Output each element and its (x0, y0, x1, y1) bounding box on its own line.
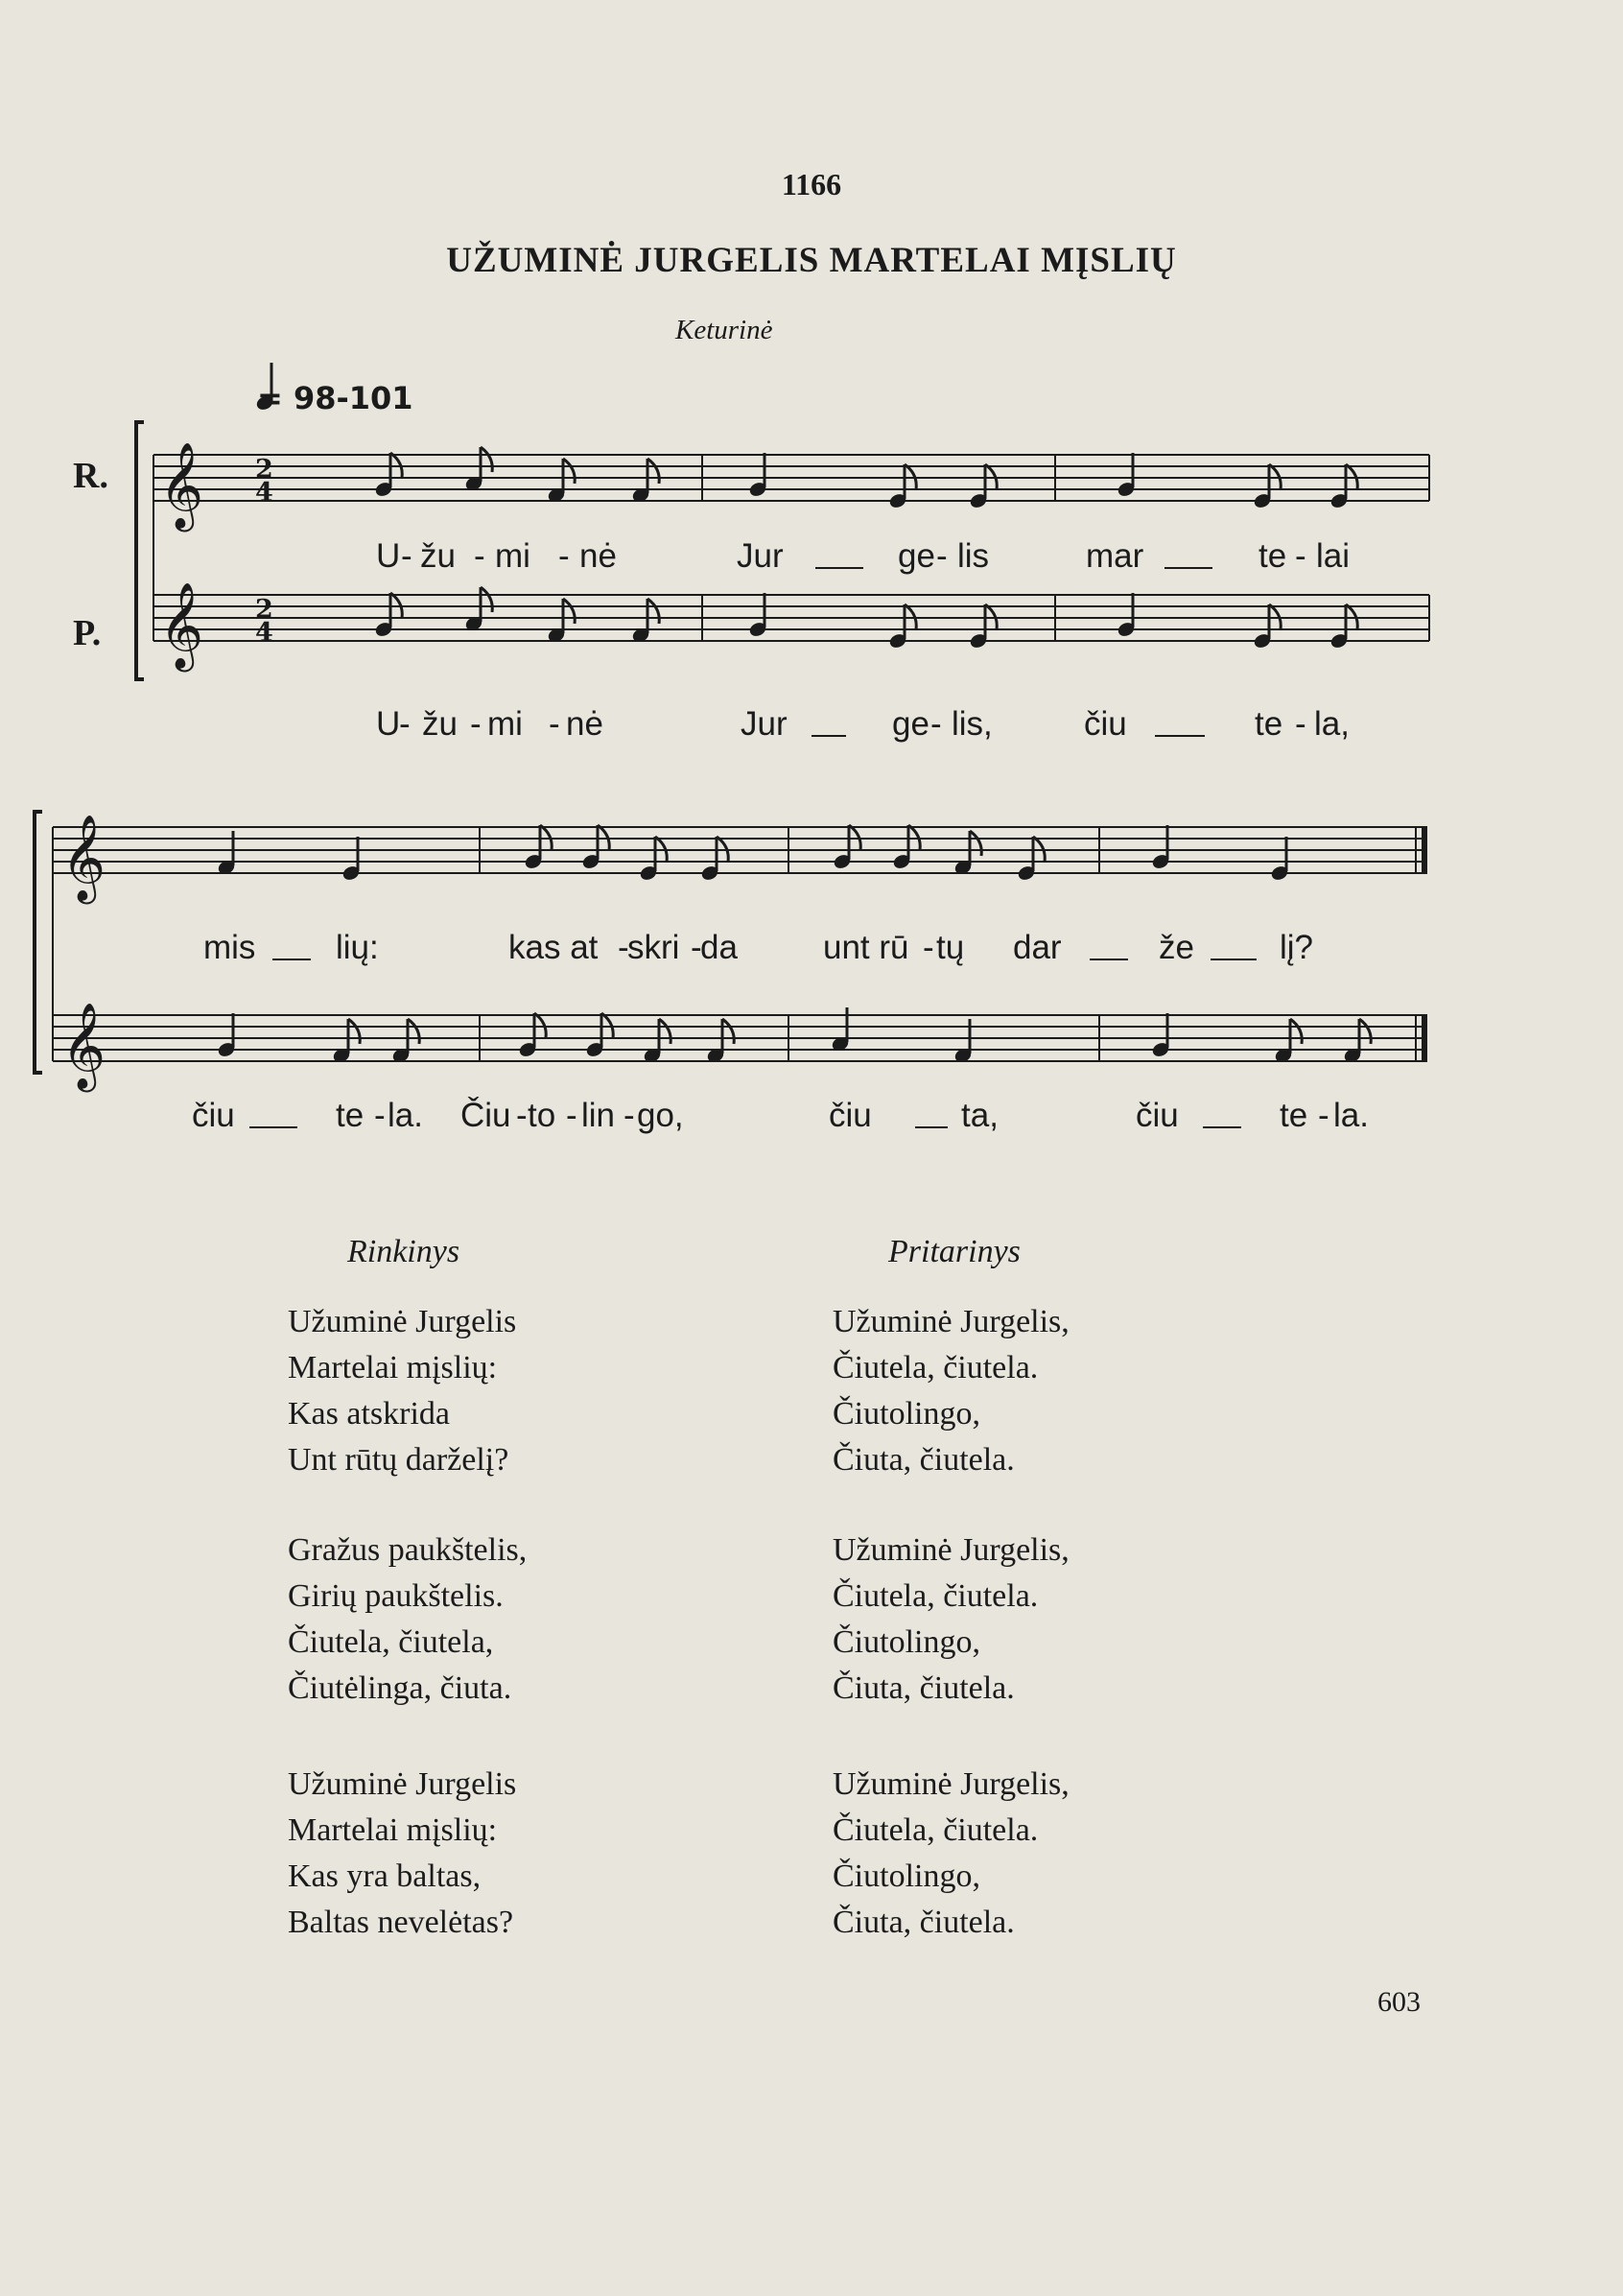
staff3-lines (53, 827, 1427, 873)
svg-text:𝄞: 𝄞 (61, 815, 106, 901)
svg-text:𝄞: 𝄞 (159, 582, 204, 669)
note-9 (1329, 464, 1357, 509)
note-25 (700, 837, 728, 882)
stanza-1-left: Užuminė Jurgelis Martelai mįslių: Kas atskrida Unt rūtų darželį? (288, 1304, 517, 1478)
svg-text:2: 2 (255, 455, 273, 485)
note-15 (888, 604, 916, 650)
note-29 (1017, 837, 1045, 882)
svg-text:4: 4 (255, 618, 273, 648)
note-41 (1151, 1013, 1170, 1058)
song-subtitle: Keturinė (675, 315, 773, 345)
note-18 (1253, 604, 1281, 650)
note-4 (748, 453, 767, 498)
tempo-marking: = 98-101 (257, 380, 413, 416)
note-24 (639, 837, 667, 882)
note-8 (1253, 464, 1281, 509)
note-27 (892, 825, 920, 870)
note-23 (581, 825, 609, 870)
svg-text:𝄞: 𝄞 (159, 442, 204, 529)
note-31 (1270, 837, 1289, 882)
svg-text:2: 2 (255, 595, 273, 625)
note-21 (341, 837, 361, 882)
treble-clef-icon (61, 442, 203, 1093)
svg-text:4: 4 (255, 478, 273, 508)
time-signature (255, 455, 273, 648)
song-title: UŽUMINĖ JURGELIS MARTELAI MĮSLIŲ (446, 241, 1177, 280)
note-14 (748, 593, 767, 638)
note-19 (1329, 604, 1357, 650)
system2-bracket (35, 812, 42, 1073)
stanza-2-right: Užuminė Jurgelis, Čiutela, čiutela. Čiutolingo, Čiuta, čiutela. (833, 1532, 1070, 1706)
system1-bracket (136, 422, 144, 679)
voice-label-second: P. (73, 613, 102, 653)
note-26 (833, 825, 860, 870)
column-header-rinkinys: Rinkinys (347, 1234, 460, 1269)
note-17 (1117, 593, 1136, 638)
stanza-3-right: Užuminė Jurgelis, Čiutela, čiutela. Čiutolingo, Čiuta, čiutela. (833, 1766, 1070, 1940)
note-36 (585, 1013, 613, 1058)
stanza-2-left: Gražus paukštelis, Girių paukštelis. Čiutela, čiutela, Čiutėlinga, čiuta. (288, 1532, 528, 1706)
note-30 (1151, 825, 1170, 870)
svg-text:𝄞: 𝄞 (61, 1003, 106, 1089)
column-header-pritarinys: Pritarinys (888, 1234, 1021, 1269)
song-number: 1166 (781, 167, 842, 201)
page-number: 603 (1377, 1986, 1421, 2018)
note-0 (374, 453, 402, 498)
note-7 (1117, 453, 1136, 498)
staff2-lines (153, 595, 1429, 641)
note-16 (969, 604, 997, 650)
voice-label-first: R. (73, 456, 108, 496)
note-32 (217, 1013, 236, 1058)
note-35 (518, 1013, 546, 1058)
note-5 (888, 464, 916, 509)
staff4-lines (53, 1015, 1427, 1061)
stanza-1-right: Užuminė Jurgelis, Čiutela, čiutela. Čiutolingo, Čiuta, čiutela. (833, 1304, 1070, 1478)
note-10 (374, 593, 402, 638)
stanza-3-left: Užuminė Jurgelis Martelai mįslių: Kas yra baltas, Baltas nevelėtas? (288, 1766, 517, 1940)
staff1-lines (153, 455, 1429, 501)
note-22 (524, 825, 552, 870)
note-6 (969, 464, 997, 509)
